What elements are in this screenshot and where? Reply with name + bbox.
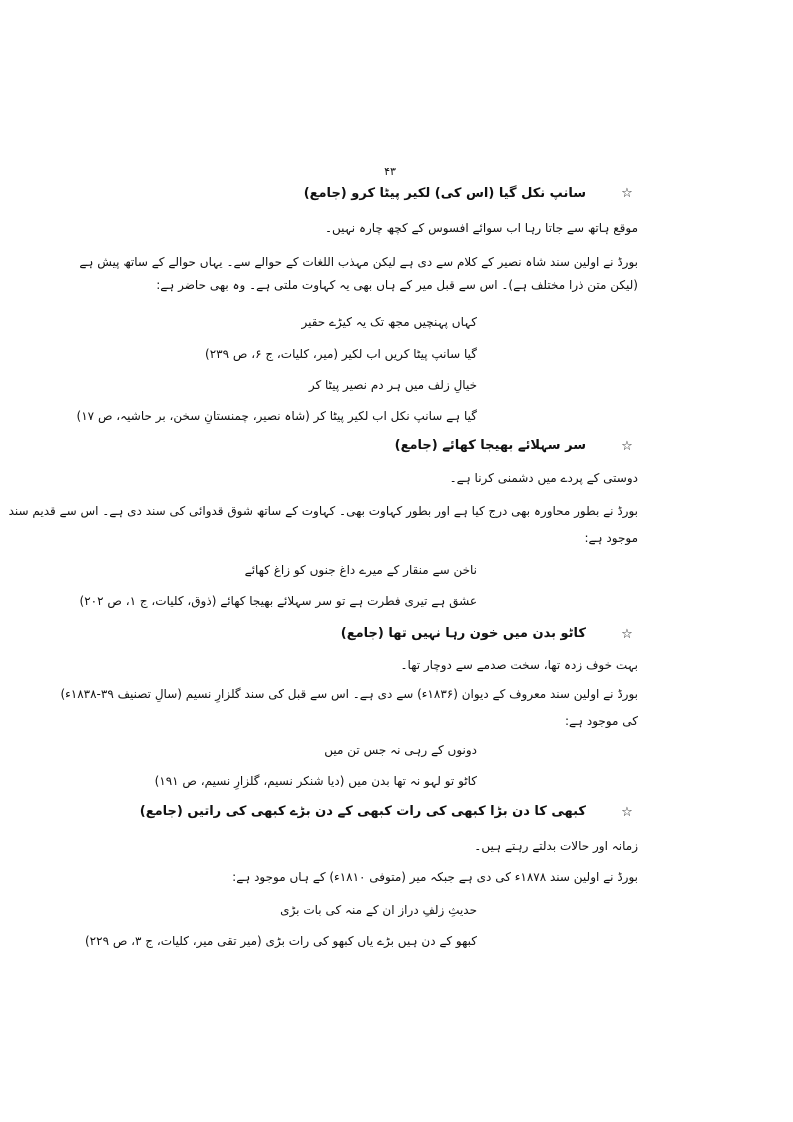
entry-note-line: بورڈ نے اولین سند شاہ نصیر کے کلام سے دی ہے لیکن مہذب اللغات کے حوالے سے۔ یہاں حوالے کے ساتھ پیش ہے <box>79 255 638 269</box>
verse-line: کبھو کے دن ہیں بڑے یاں کبھو کی رات بڑی (میر تقی میر، کلیات، ج ۳، ص ۲۲۹) <box>84 934 477 948</box>
entry-note-line: بورڈ نے اولین سند معروف کے دیوان (۱۸۳۶ء) سے دی ہے۔ اس سے قبل کی سند گلزارِ نسیم (سالِ تصنیف ۳۹-۱۸۳۸ء) <box>60 687 638 701</box>
entry-heading: کاٹو بدن میں خون رہا نہیں تھا (جامع) <box>340 626 586 641</box>
entry-meaning: بہت خوف زدہ تھا، سخت صدمے سے دوچار تھا۔ <box>400 658 638 672</box>
verse-line: کہاں پہنچیں مجھ تک یہ کیڑے حقیر <box>301 315 477 329</box>
entry-meaning: موقع ہاتھ سے جاتا رہا اب سوائے افسوس کے کچھ چارہ نہیں۔ <box>324 221 638 235</box>
star-icon: ☆ <box>621 805 633 820</box>
verse-line: ناخن سے منقار کے میرے داغ جنوں کو زاغ کھائے <box>244 563 477 577</box>
page-number: ۴۳ <box>384 165 396 178</box>
entry-note-line: موجود ہے: <box>584 531 638 545</box>
entry-meaning: دوستی کے پردے میں دشمنی کرنا ہے۔ <box>449 471 638 485</box>
verse-line: خیالِ زلف میں ہر دم نصیر پیٹا کر <box>308 378 477 392</box>
verse-line: حدیثِ زلفِ دراز ان کے منہ کی بات بڑی <box>280 903 477 917</box>
verse-line: گیا ہے سانپ نکل اب لکیر پیٹا کر (شاہ نصیر، چمنستانِ سخن، بر حاشیہ، ص ۱۷) <box>76 409 477 423</box>
entry-heading: سر سہلائے بھیجا کھائے (جامع) <box>394 438 586 453</box>
star-icon: ☆ <box>621 186 633 201</box>
star-icon: ☆ <box>621 439 633 454</box>
entry-note-line: بورڈ نے بطور محاورہ بھی درج کیا ہے اور بطور کہاوت بھی۔ کہاوت کے ساتھ شوق قدوائی کی سند دی ہے۔ اس سے قدیم سند <box>8 504 638 518</box>
verse-line: دونوں کے رہی نہ جس تن میں <box>324 743 477 757</box>
entry-heading: سانپ نکل گیا (اس کی) لکیر پیٹا کرو (جامع) <box>303 186 586 201</box>
entry-note-line: (لیکن متن ذرا مختلف ہے)۔ اس سے قبل میر کے ہاں بھی یہ کہاوت ملتی ہے۔ وہ بھی حاضر ہے: <box>156 278 638 292</box>
entry-note-line: بورڈ نے اولین سند ۱۸۷۸ء کی دی ہے جبکہ میر (متوفی ۱۸۱۰ء) کے ہاں موجود ہے: <box>232 870 638 884</box>
entry-note-line: کی موجود ہے: <box>564 714 638 728</box>
verse-line: کاٹو تو لہو نہ تھا بدن میں (دیا شنکر نسیم، گلزارِ نسیم، ص ۱۹۱) <box>154 774 477 788</box>
verse-line: عشق ہے تیری فطرت ہے تو سر سہلائے بھیجا کھائے (ذوق، کلیات، ج ۱، ص ۲۰۲) <box>79 594 477 608</box>
star-icon: ☆ <box>621 627 633 642</box>
verse-line: گیا سانپ پیٹا کریں اب لکیر (میر، کلیات، ج ۶، ص ۲۳۹) <box>205 347 477 361</box>
entry-heading: کبھی کا دن بڑا کبھی کی رات کبھی کے دن بڑے کبھی کی راتیں (جامع) <box>139 804 586 819</box>
entry-meaning: زمانہ اور حالات بدلتے رہتے ہیں۔ <box>474 839 638 853</box>
